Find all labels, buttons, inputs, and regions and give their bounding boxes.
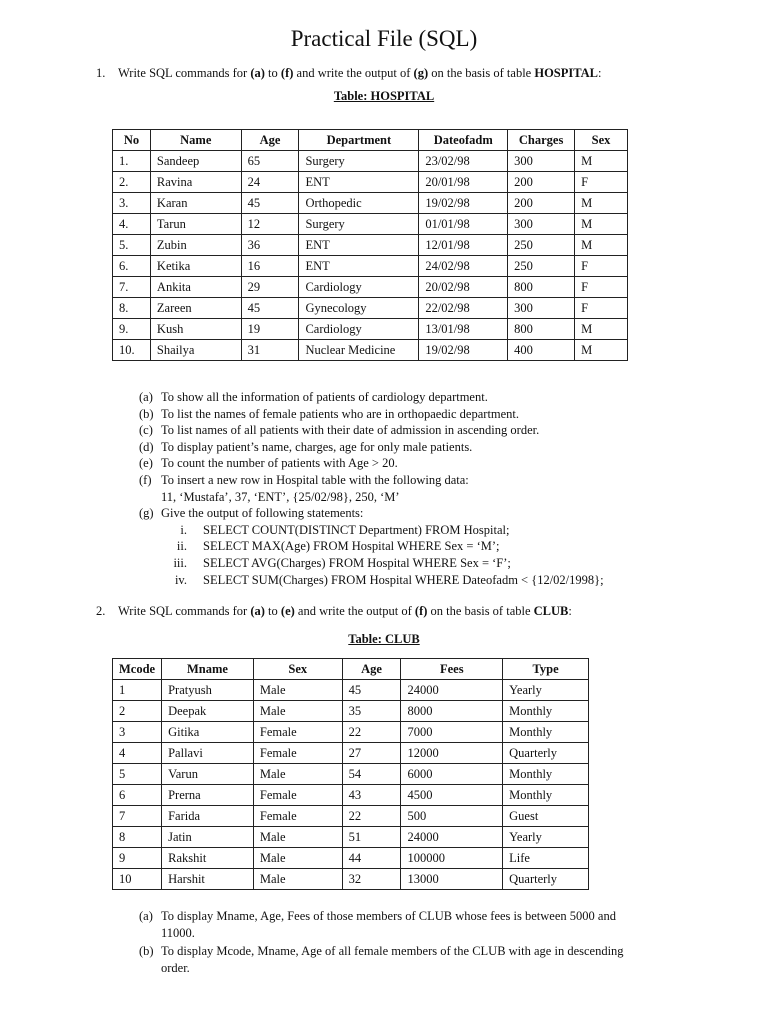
column-header: Name — [150, 130, 241, 151]
column-header: Charges — [508, 130, 575, 151]
item-label: (g) — [139, 506, 154, 521]
table-cell: Surgery — [299, 214, 419, 235]
item-label: (c) — [139, 423, 153, 438]
table-cell: 300 — [508, 298, 575, 319]
list-item — [139, 389, 699, 406]
table-cell: Guest — [503, 806, 589, 827]
table-cell: 51 — [342, 827, 401, 848]
table-row — [113, 193, 628, 214]
table-cell: 32 — [342, 869, 401, 890]
column-header: Sex — [253, 659, 342, 680]
table-cell: 8. — [113, 298, 151, 319]
statement-text: SELECT MAX(Age) FROM Hospital WHERE Sex = ‘M’; — [203, 539, 500, 554]
text-part: on the basis of table — [427, 604, 534, 618]
table-cell: Orthopedic — [299, 193, 419, 214]
table-cell: 6 — [113, 785, 162, 806]
table-cell: 23/02/98 — [419, 151, 508, 172]
table-row — [113, 340, 628, 361]
table-cell: 300 — [508, 151, 575, 172]
table-cell: 200 — [508, 193, 575, 214]
table-cell: Kush — [150, 319, 241, 340]
text-part: (a) — [250, 604, 265, 618]
text-part: (e) — [280, 604, 295, 618]
table-cell: F — [575, 256, 628, 277]
item-text: To list the names of female patients who are in orthopaedic department. — [161, 406, 520, 421]
club-table — [112, 658, 589, 890]
table-cell: 24 — [241, 172, 299, 193]
table-cell: 16 — [241, 256, 299, 277]
table-caption: Table: CLUB — [348, 632, 420, 646]
table-cell: 01/01/98 — [419, 214, 508, 235]
text-part: on the basis of table — [428, 66, 535, 80]
table-cell: Prerna — [162, 785, 254, 806]
table-cell: M — [575, 214, 628, 235]
table-cell: Male — [253, 701, 342, 722]
table-cell: Varun — [162, 764, 254, 785]
table-cell: 27 — [342, 743, 401, 764]
table-cell: 9 — [113, 848, 162, 869]
table-cell: 200 — [508, 172, 575, 193]
table-cell: Cardiology — [299, 319, 419, 340]
sql-statement — [139, 555, 699, 572]
table-row — [113, 764, 589, 785]
table-cell: Yearly — [503, 680, 589, 701]
text-part: and write the output of — [293, 66, 414, 80]
table-cell: Quarterly — [503, 869, 589, 890]
table-cell: Female — [253, 743, 342, 764]
text-part: CLUB — [533, 604, 569, 618]
table-cell: Male — [253, 680, 342, 701]
table-cell: 4 — [113, 743, 162, 764]
table-cell: 7. — [113, 277, 151, 298]
table-cell: Shailya — [150, 340, 241, 361]
table-cell: 22 — [342, 806, 401, 827]
text-part: Write SQL commands for — [118, 66, 251, 80]
list-item — [139, 472, 699, 489]
item-label: (b) — [139, 406, 154, 421]
table-cell: 36 — [241, 235, 299, 256]
statement-label: i. — [180, 522, 187, 537]
table-cell: 7000 — [401, 722, 503, 743]
item-text: To show all the information of patients of cardiology department. — [161, 390, 488, 404]
table-cell: 22 — [342, 722, 401, 743]
sql-statement — [139, 572, 699, 589]
page-title: Practical File (SQL) — [290, 26, 478, 51]
column-header: No — [113, 130, 151, 151]
statement-text: SELECT SUM(Charges) FROM Hospital WHERE Dateofadm < {12/02/1998}; — [203, 572, 604, 587]
question-text — [118, 66, 602, 81]
table-cell: 45 — [342, 680, 401, 701]
table-cell: 5 — [113, 764, 162, 785]
text-part: : — [568, 604, 572, 618]
table-cell: 6000 — [401, 764, 503, 785]
question-number: 2. — [96, 604, 106, 618]
table-cell: M — [575, 235, 628, 256]
table-row — [113, 869, 589, 890]
table-cell: Monthly — [503, 722, 589, 743]
table-row — [113, 235, 628, 256]
table-cell: 29 — [241, 277, 299, 298]
column-header: Dateofadm — [419, 130, 508, 151]
statement-text: SELECT COUNT(DISTINCT Department) FROM Hospital; — [203, 522, 510, 537]
table-cell: 1 — [113, 680, 162, 701]
table-cell: Life — [503, 848, 589, 869]
table-cell: 13000 — [401, 869, 503, 890]
table-cell: 4. — [113, 214, 151, 235]
table-cell: Female — [253, 785, 342, 806]
table-cell: 44 — [342, 848, 401, 869]
table-cell: Ankita — [150, 277, 241, 298]
table-cell: Zubin — [150, 235, 241, 256]
table-cell: 6. — [113, 256, 151, 277]
table-cell: 12/01/98 — [419, 235, 508, 256]
table-cell: 54 — [342, 764, 401, 785]
table-row — [113, 214, 628, 235]
table-row — [113, 785, 589, 806]
column-header: Department — [299, 130, 419, 151]
table-cell: 800 — [508, 277, 575, 298]
table-cell: 43 — [342, 785, 401, 806]
table-row — [113, 319, 628, 340]
table-cell: Tarun — [150, 214, 241, 235]
table-cell: 24000 — [401, 827, 503, 848]
table-cell: F — [575, 172, 628, 193]
item-text: To display patient’s name, charges, age for only male patients. — [161, 439, 473, 454]
table-cell: M — [575, 340, 628, 361]
table-row — [113, 701, 589, 722]
table-row — [113, 848, 589, 869]
question-text — [118, 604, 572, 619]
q1-items — [139, 389, 699, 588]
column-header: Fees — [401, 659, 503, 680]
list-item — [139, 406, 699, 423]
column-header: Type — [503, 659, 589, 680]
table-cell: Deepak — [162, 701, 254, 722]
table-cell: Gitika — [162, 722, 254, 743]
table-cell: M — [575, 193, 628, 214]
item-text: To display Mcode, Mname, Age of all female members of the CLUB with age in descending order. — [161, 944, 624, 975]
table-cell: M — [575, 319, 628, 340]
text-part: Write SQL commands for — [118, 604, 251, 618]
list-item — [139, 439, 699, 456]
text-part: HOSPITAL — [534, 66, 599, 80]
column-header: Mcode — [113, 659, 162, 680]
column-header: Age — [342, 659, 401, 680]
table-cell: 24000 — [401, 680, 503, 701]
table-cell: 35 — [342, 701, 401, 722]
list-item — [139, 422, 699, 439]
item-label: (a) — [139, 909, 153, 923]
table-cell: Surgery — [299, 151, 419, 172]
table-cell: M — [575, 151, 628, 172]
table-cell: 300 — [508, 214, 575, 235]
column-header: Sex — [575, 130, 628, 151]
table-cell: Karan — [150, 193, 241, 214]
table-row — [113, 172, 628, 193]
table-cell: Monthly — [503, 764, 589, 785]
table-cell: 1. — [113, 151, 151, 172]
table-cell: 65 — [241, 151, 299, 172]
table-cell: 5. — [113, 235, 151, 256]
table-cell: Jatin — [162, 827, 254, 848]
item-label: (b) — [139, 944, 154, 959]
table-cell: 10 — [113, 869, 162, 890]
text-part: and write the output of — [294, 604, 415, 618]
table-cell: 8000 — [401, 701, 503, 722]
text-part: (a) — [250, 66, 265, 80]
table-cell: 20/01/98 — [419, 172, 508, 193]
table-cell: 250 — [508, 256, 575, 277]
table-cell: Pallavi — [162, 743, 254, 764]
table-cell: ENT — [299, 256, 419, 277]
item-label: (d) — [139, 439, 154, 454]
table-cell: Ravina — [150, 172, 241, 193]
table-row — [113, 743, 589, 764]
hospital-table — [112, 129, 628, 361]
table-cell: 13/01/98 — [419, 319, 508, 340]
table-row — [113, 806, 589, 827]
table-cell: 250 — [508, 235, 575, 256]
table-cell: Female — [253, 722, 342, 743]
table-cell: Pratyush — [162, 680, 254, 701]
table-cell: Gynecology — [299, 298, 419, 319]
table-cell: 45 — [241, 298, 299, 319]
table-cell: 500 — [401, 806, 503, 827]
table-cell: Male — [253, 827, 342, 848]
text-part: (f) — [280, 66, 294, 80]
column-header: Mname — [162, 659, 254, 680]
table-cell: 24/02/98 — [419, 256, 508, 277]
table-cell: Monthly — [503, 785, 589, 806]
table-cell: 45 — [241, 193, 299, 214]
table-cell: F — [575, 298, 628, 319]
table-cell: 2 — [113, 701, 162, 722]
table-cell: 19/02/98 — [419, 193, 508, 214]
table-cell: Male — [253, 869, 342, 890]
table-cell: 20/02/98 — [419, 277, 508, 298]
table-cell: F — [575, 277, 628, 298]
table-cell: Monthly — [503, 701, 589, 722]
list-item — [139, 908, 651, 941]
table-cell: ENT — [299, 235, 419, 256]
statement-text: SELECT AVG(Charges) FROM Hospital WHERE Sex = ‘F’; — [203, 555, 511, 570]
table-row — [113, 256, 628, 277]
text-part: (g) — [413, 66, 429, 80]
table-cell: 10. — [113, 340, 151, 361]
table-cell: 2. — [113, 172, 151, 193]
item-text: Give the output of following statements: — [161, 506, 364, 521]
q2-items — [139, 908, 651, 976]
text-part: : — [598, 66, 602, 80]
statement-label: iv. — [174, 572, 187, 587]
table-cell: 12 — [241, 214, 299, 235]
item-label: (e) — [139, 456, 153, 471]
table-cell: Cardiology — [299, 277, 419, 298]
statement-label: iii. — [173, 555, 187, 570]
item-label: (a) — [139, 390, 153, 404]
table-cell: 22/02/98 — [419, 298, 508, 319]
table-cell: Yearly — [503, 827, 589, 848]
table-row — [113, 827, 589, 848]
table-cell: Male — [253, 848, 342, 869]
table-cell: 7 — [113, 806, 162, 827]
list-item — [139, 505, 699, 522]
table-cell: Zareen — [150, 298, 241, 319]
table-cell: 12000 — [401, 743, 503, 764]
table-cell: Male — [253, 764, 342, 785]
table-cell: 400 — [508, 340, 575, 361]
table-cell: Ketika — [150, 256, 241, 277]
column-header: Age — [241, 130, 299, 151]
table-cell: 8 — [113, 827, 162, 848]
table-cell: 19 — [241, 319, 299, 340]
text-part: to — [264, 604, 281, 618]
table-cell: 19/02/98 — [419, 340, 508, 361]
sql-statement — [139, 522, 699, 539]
table-cell: Nuclear Medicine — [299, 340, 419, 361]
table-row — [113, 722, 589, 743]
list-item-continuation — [139, 489, 699, 506]
text-part: (f) — [414, 604, 428, 618]
table-caption: Table: HOSPITAL — [333, 89, 435, 103]
table-cell: Quarterly — [503, 743, 589, 764]
table-cell: 4500 — [401, 785, 503, 806]
table-cell: 31 — [241, 340, 299, 361]
question-number: 1. — [96, 66, 106, 80]
table-cell: 3. — [113, 193, 151, 214]
sql-statement — [139, 538, 699, 555]
table-cell: Sandeep — [150, 151, 241, 172]
item-text: To count the number of patients with Age > 20. — [161, 456, 398, 471]
table-cell: 9. — [113, 319, 151, 340]
item-text: To list names of all patients with their date of admission in ascending order. — [161, 423, 540, 438]
list-item — [139, 455, 699, 472]
statement-label: ii. — [176, 539, 187, 554]
table-row — [113, 298, 628, 319]
item-text: To display Mname, Age, Fees of those members of CLUB whose fees is between 5000 and 11000. — [161, 909, 616, 940]
table-cell: 100000 — [401, 848, 503, 869]
table-cell: Harshit — [162, 869, 254, 890]
table-row — [113, 151, 628, 172]
table-cell: Rakshit — [162, 848, 254, 869]
table-cell: ENT — [299, 172, 419, 193]
table-row — [113, 680, 589, 701]
item-text: To insert a new row in Hospital table with the following data: — [161, 472, 469, 487]
table-cell: 3 — [113, 722, 162, 743]
table-cell: Female — [253, 806, 342, 827]
item-text: 11, ‘Mustafa’, 37, ‘ENT’, {25/02/98}, 250, ‘M’ — [161, 489, 400, 504]
item-label: (f) — [139, 472, 152, 487]
table-row — [113, 277, 628, 298]
text-part: to — [264, 66, 281, 80]
table-cell: Farida — [162, 806, 254, 827]
list-item — [139, 943, 651, 976]
table-cell: 800 — [508, 319, 575, 340]
